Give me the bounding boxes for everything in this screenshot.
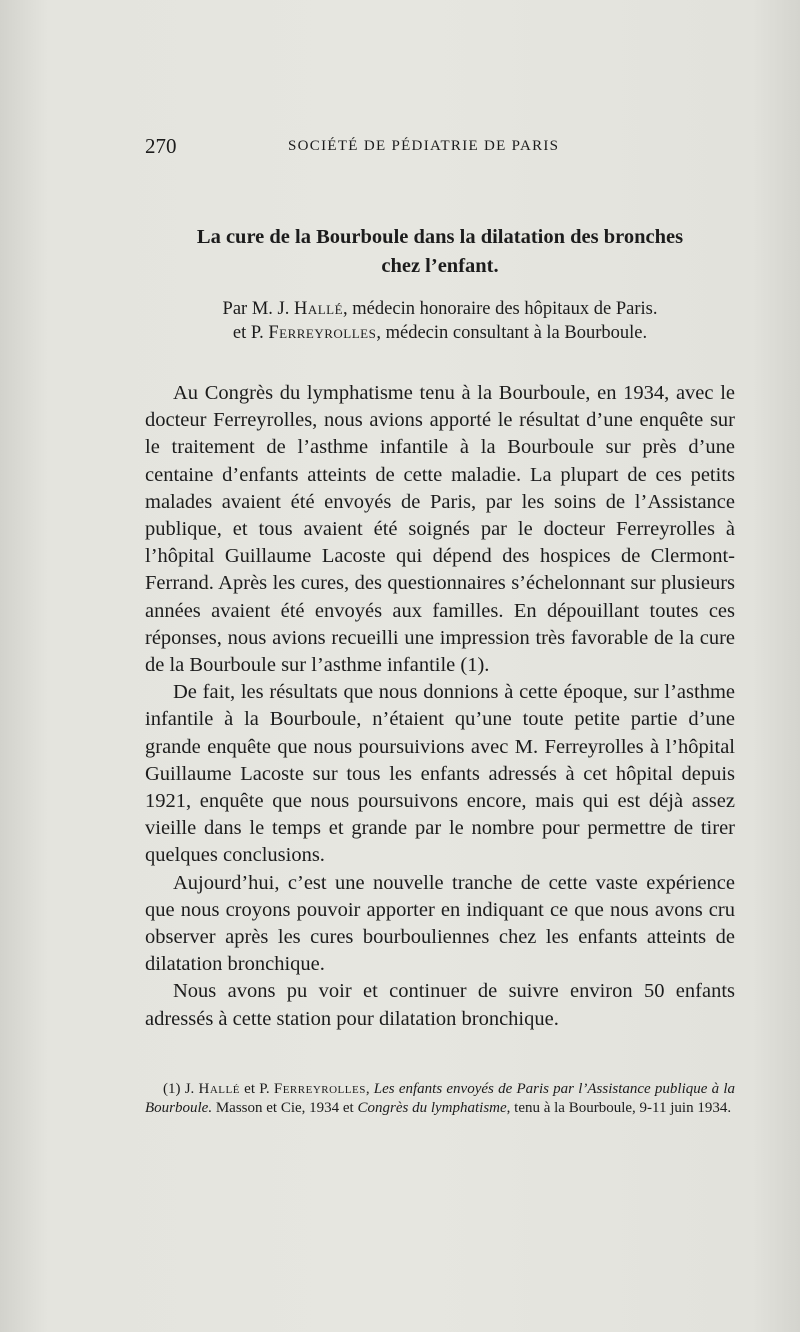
- author-name: Hallé: [293, 299, 344, 319]
- journal-title: SOCIÉTÉ DE PÉDIATRIE DE PARIS: [288, 138, 560, 154]
- body-paragraph: Aujourd’hui, c’est une nouvelle tranche de cette vaste expérience que nous croyons pouvoir apporter en indiquant ce que nous avons cru observer après les cures bourbouliennes chez les enfants atteints de dilatation bronchique.: [145, 871, 735, 976]
- footnote: [145, 1080, 735, 1118]
- footnote-text-segment: , tenu à la Bourboule, 9-11 juin 1934.: [506, 1100, 732, 1116]
- footnote-author: Hallé: [198, 1081, 240, 1097]
- byline-line-2: [145, 321, 735, 345]
- footnote-congress-title: Congrès du lymphatisme: [357, 1100, 507, 1116]
- footnote-author: Ferreyrolles: [273, 1081, 366, 1097]
- footnote-book-title: Les enfants envoyés de Paris par l’Assistance publique à la Bourboule.: [145, 1081, 736, 1116]
- running-head: [145, 134, 735, 162]
- article-title-line-1: La cure de la Bourboule dans la dilatation des bronches: [196, 226, 684, 248]
- byline-affiliation: , médecin honoraire des hôpitaux de Paris.: [343, 299, 658, 319]
- article-body: [145, 380, 735, 1033]
- article-title: [145, 223, 735, 281]
- byline-prefix: et P.: [232, 323, 269, 343]
- page-number: 270: [145, 134, 177, 158]
- byline-prefix: Par M. J.: [222, 299, 294, 319]
- byline: [145, 297, 735, 345]
- byline-affiliation: , médecin consultant à la Bourboule.: [376, 323, 648, 343]
- article-title-line-2: chez l’enfant.: [381, 255, 499, 277]
- byline-line-1: [145, 297, 735, 321]
- body-paragraph: Nous avons pu voir et continuer de suivre environ 50 enfants adressés à cette station pour dilatation bronchique.: [145, 980, 735, 1030]
- footnote-marker: (1) J.: [163, 1081, 199, 1097]
- footnote-text-segment: et P.: [239, 1081, 274, 1097]
- body-paragraph: De fait, les résultats que nous donnions à cette époque, sur l’asthme infantile à la Bourboule, n’étaient qu’une toute petite partie d’une grande enquête que nous poursuivions avec M. Ferreyrolles à l’hôpital Guillaume Lacoste sur tous les enfants adressés à cet hôpital depuis 1921, enquête que nous poursuivons encore, mais qui est déjà assez vieille dans le temps et grande par le nombre pour permettre de tirer quelques conclusions.: [145, 681, 735, 867]
- author-name: Ferreyrolles: [268, 323, 377, 343]
- footnote-text-segment: Masson et Cie, 1934 et: [212, 1100, 358, 1116]
- footnote-text: [145, 1080, 735, 1118]
- body-paragraph: Au Congrès du lymphatisme tenu à la Bourboule, en 1934, avec le docteur Ferreyrolles, nous avions apporté le résultat d’une enquête sur le traitement de l’asthme infantile à la Bourboule sur près d’une centaine d’enfants atteints de cette maladie. La plupart de ces petits malades avaient été envoyés de Paris, par les soins de l’Assistance publique, et tous avaient été soignés par le docteur Ferreyrolles à l’hôpital Guillaume Lacoste qui dépend des hospices de Clermont-Ferrand. Après les cures, des questionnaires s’échelonnant sur plusieurs années avaient été envoyés aux familles. En dépouillant toutes ces réponses, nous avions recueilli une impression très favorable de la cure de la Bourboule sur l’asthme infantile (1).: [145, 382, 735, 677]
- footnote-text-segment: ,: [365, 1081, 374, 1097]
